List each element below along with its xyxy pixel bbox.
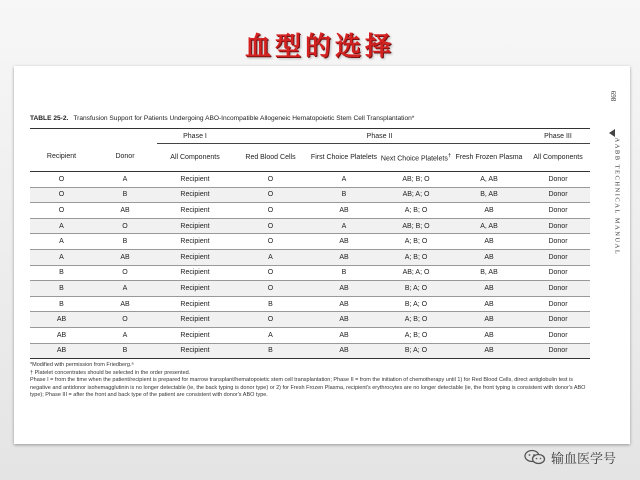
side-margin bbox=[606, 84, 620, 314]
cell-phase1: Recipient bbox=[157, 203, 233, 219]
slide-title: 血型的选择 bbox=[244, 32, 395, 62]
cell-phase3: Donor bbox=[526, 234, 590, 250]
cell-first-platelets: AB bbox=[308, 343, 380, 359]
cell-phase3: Donor bbox=[526, 312, 590, 328]
cell-phase3: Donor bbox=[526, 281, 590, 297]
col-next-platelets-mark: † bbox=[447, 152, 452, 159]
cell-donor: A bbox=[93, 327, 157, 343]
cell-recipient: A bbox=[30, 218, 93, 234]
cell-recipient: O bbox=[30, 172, 93, 188]
cell-ffp: AB bbox=[452, 312, 526, 328]
table-row bbox=[30, 281, 590, 297]
table-row bbox=[30, 312, 590, 328]
phase-3-header: Phase III bbox=[526, 129, 590, 144]
cell-next-platelets: A; B; O bbox=[380, 249, 452, 265]
column-header-row bbox=[30, 144, 590, 172]
cell-phase1: Recipient bbox=[157, 281, 233, 297]
cell-next-platelets: AB; B; O bbox=[380, 172, 452, 188]
phase-1-header: Phase I bbox=[157, 129, 233, 144]
cell-ffp: B, AB bbox=[452, 265, 526, 281]
running-title: AABB TECHNICAL MANUAL bbox=[613, 137, 621, 256]
watermark bbox=[524, 448, 616, 466]
cell-recipient: AB bbox=[30, 343, 93, 359]
cell-first-platelets: AB bbox=[308, 281, 380, 297]
cell-phase1: Recipient bbox=[157, 218, 233, 234]
cell-donor: B bbox=[93, 187, 157, 203]
col-rbc: Red Blood Cells bbox=[233, 144, 308, 172]
cell-phase3: Donor bbox=[526, 172, 590, 188]
cell-ffp: AB bbox=[452, 296, 526, 312]
cell-donor: AB bbox=[93, 296, 157, 312]
cell-phase1: Recipient bbox=[157, 296, 233, 312]
cell-phase3: Donor bbox=[526, 203, 590, 219]
cell-rbc: O bbox=[233, 234, 308, 250]
cell-phase1: Recipient bbox=[157, 343, 233, 359]
col-recipient: Recipient bbox=[30, 144, 93, 172]
cell-recipient: A bbox=[30, 249, 93, 265]
cell-ffp: A, AB bbox=[452, 218, 526, 234]
cell-next-platelets: A; B; O bbox=[380, 203, 452, 219]
cell-donor: A bbox=[93, 172, 157, 188]
cell-phase3: Donor bbox=[526, 218, 590, 234]
cell-donor: O bbox=[93, 265, 157, 281]
cell-phase3: Donor bbox=[526, 327, 590, 343]
cell-recipient: AB bbox=[30, 312, 93, 328]
cell-phase1: Recipient bbox=[157, 249, 233, 265]
table-row bbox=[30, 343, 590, 359]
table-footnotes bbox=[30, 362, 590, 400]
watermark-text: 输血医学号 bbox=[550, 451, 616, 467]
cell-first-platelets: A bbox=[308, 218, 380, 234]
document-page bbox=[14, 66, 630, 444]
cell-ffp: AB bbox=[452, 343, 526, 359]
table-row bbox=[30, 187, 590, 203]
col-first-platelets: First Choice Platelets bbox=[308, 144, 380, 172]
table-label: TABLE 25-2. bbox=[30, 115, 69, 122]
cell-rbc: O bbox=[233, 312, 308, 328]
cell-next-platelets: A; B; O bbox=[380, 234, 452, 250]
col-ffp: Fresh Frozen Plasma bbox=[452, 144, 526, 172]
cell-ffp: AB bbox=[452, 203, 526, 219]
transfusion-table bbox=[30, 128, 590, 359]
cell-donor: O bbox=[93, 218, 157, 234]
cell-donor: AB bbox=[93, 203, 157, 219]
cell-phase1: Recipient bbox=[157, 234, 233, 250]
table-row bbox=[30, 234, 590, 250]
wechat-icon bbox=[524, 449, 546, 465]
col-phase1-all: All Components bbox=[157, 144, 233, 172]
table-body bbox=[30, 172, 590, 359]
table-row bbox=[30, 172, 590, 188]
cell-first-platelets: AB bbox=[308, 327, 380, 343]
cell-donor: O bbox=[93, 312, 157, 328]
table-row bbox=[30, 265, 590, 281]
cell-donor: A bbox=[93, 281, 157, 297]
cell-rbc: O bbox=[233, 203, 308, 219]
cell-phase1: Recipient bbox=[157, 172, 233, 188]
cell-phase3: Donor bbox=[526, 296, 590, 312]
table-row bbox=[30, 249, 590, 265]
cell-first-platelets: B bbox=[308, 265, 380, 281]
cell-phase3: Donor bbox=[526, 265, 590, 281]
cell-next-platelets: AB; B; O bbox=[380, 218, 452, 234]
cell-recipient: B bbox=[30, 281, 93, 297]
cell-recipient: O bbox=[30, 187, 93, 203]
table-row bbox=[30, 203, 590, 219]
cell-next-platelets: B; A; O bbox=[380, 281, 452, 297]
cell-first-platelets: AB bbox=[308, 249, 380, 265]
cell-first-platelets: AB bbox=[308, 296, 380, 312]
cell-phase1: Recipient bbox=[157, 265, 233, 281]
cell-rbc: B bbox=[233, 343, 308, 359]
table-row bbox=[30, 327, 590, 343]
cell-phase3: Donor bbox=[526, 249, 590, 265]
phase-2-header: Phase II bbox=[233, 129, 526, 144]
col-next-platelets bbox=[380, 144, 452, 172]
col-next-platelets-text: Next Choice Platelets bbox=[380, 155, 448, 163]
table-caption bbox=[30, 115, 590, 122]
table-row bbox=[30, 218, 590, 234]
cell-first-platelets: A bbox=[308, 172, 380, 188]
footnote: † Platelet concentrates should be selected in the order presented. bbox=[30, 369, 191, 376]
cell-next-platelets: AB; A; O bbox=[380, 265, 452, 281]
cell-ffp: AB bbox=[452, 281, 526, 297]
cell-rbc: O bbox=[233, 172, 308, 188]
cell-next-platelets: A; B; O bbox=[380, 327, 452, 343]
cell-donor: AB bbox=[93, 249, 157, 265]
page-number: 698 bbox=[609, 90, 617, 102]
cell-ffp: AB bbox=[452, 327, 526, 343]
cell-rbc: O bbox=[233, 281, 308, 297]
cell-phase1: Recipient bbox=[157, 187, 233, 203]
cell-recipient: B bbox=[30, 296, 93, 312]
cell-rbc: A bbox=[233, 249, 308, 265]
footnote: *Modified with permission from Friedberg.ᵃ bbox=[30, 362, 134, 368]
cell-phase3: Donor bbox=[526, 187, 590, 203]
cell-first-platelets: AB bbox=[308, 203, 380, 219]
footnote: Phase I = from the time when the patient/recipient is prepared for marrow transplant/hematopoietic stem cell transplantation; Phase II = from the initiation of chemotherapy until 1) for Red Blood Cells, direct antiglobulin test is negative and antidonor isohemagglutinin is no longer detectable (ie, the back typing is donor type) or 2) for Fresh Frozen Plasma, recipient's erythrocytes are no longer detectable (ie, the front typing is consistent with donor's ABO type); Phase III = after the front and back type of the patient are consistent with donor's ABO type. bbox=[30, 377, 586, 399]
cell-next-platelets: A; B; O bbox=[380, 312, 452, 328]
cell-ffp: B, AB bbox=[452, 187, 526, 203]
cell-donor: B bbox=[93, 343, 157, 359]
cell-first-platelets: B bbox=[308, 187, 380, 203]
table-row bbox=[30, 296, 590, 312]
cell-recipient: AB bbox=[30, 327, 93, 343]
cell-recipient: O bbox=[30, 203, 93, 219]
cell-phase1: Recipient bbox=[157, 327, 233, 343]
cell-next-platelets: B; A; O bbox=[380, 343, 452, 359]
cell-phase3: Donor bbox=[526, 343, 590, 359]
cell-ffp: AB bbox=[452, 234, 526, 250]
cell-phase1: Recipient bbox=[157, 312, 233, 328]
cell-donor: B bbox=[93, 234, 157, 250]
cell-first-platelets: AB bbox=[308, 234, 380, 250]
cell-rbc: O bbox=[233, 218, 308, 234]
col-phase3-all: All Components bbox=[526, 144, 590, 172]
cell-recipient: B bbox=[30, 265, 93, 281]
cell-ffp: AB bbox=[452, 249, 526, 265]
table-caption-text: Transfusion Support for Patients Undergoing ABO-Incompatible Allogeneic Hematopoietic Stem Cell Transplantation* bbox=[73, 115, 415, 122]
cell-ffp: A, AB bbox=[452, 172, 526, 188]
page-marker-icon bbox=[609, 129, 615, 137]
cell-rbc: O bbox=[233, 187, 308, 203]
cell-next-platelets: B; A; O bbox=[380, 296, 452, 312]
cell-rbc: O bbox=[233, 265, 308, 281]
col-donor: Donor bbox=[93, 144, 157, 172]
cell-rbc: B bbox=[233, 296, 308, 312]
cell-first-platelets: AB bbox=[308, 312, 380, 328]
phase-header-row bbox=[30, 129, 590, 144]
cell-rbc: A bbox=[233, 327, 308, 343]
cell-next-platelets: AB; A; O bbox=[380, 187, 452, 203]
cell-recipient: A bbox=[30, 234, 93, 250]
